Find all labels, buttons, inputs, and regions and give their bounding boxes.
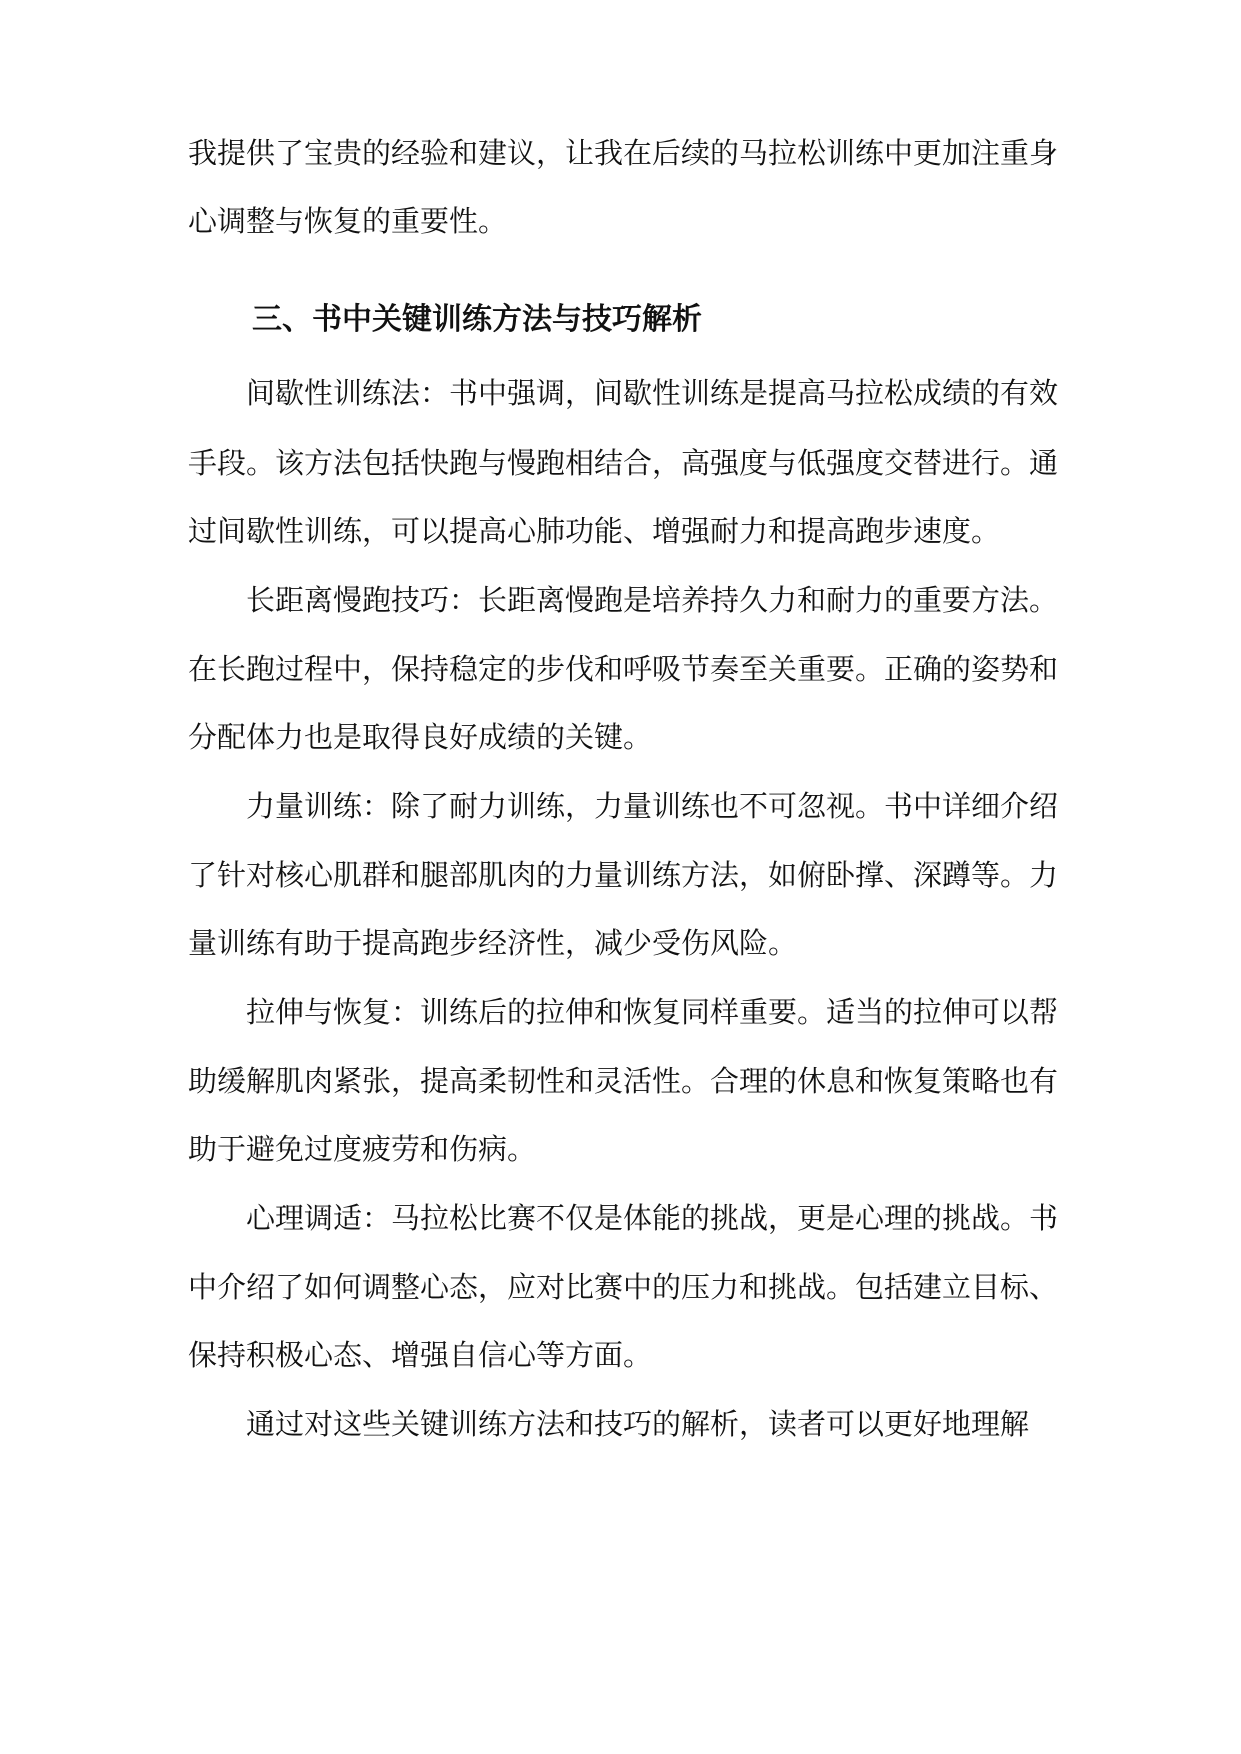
paragraph-stretch-line-2: 助缓解肌肉紧张，提高柔韧性和灵活性。合理的休息和恢复策略也有 [188,1064,1059,1098]
paragraph-interval-line-1: 间歇性训练法：书中强调，间歇性训练是提高马拉松成绩的有效 [246,376,1059,410]
paragraph-strength-line-1: 力量训练：除了耐力训练，力量训练也不可忽视。书中详细介绍 [246,789,1059,823]
paragraph-mental-line-3: 保持积极心态、增强自信心等方面。 [188,1338,653,1372]
paragraph-interval-line-3: 过间歇性训练，可以提高心肺功能、增强耐力和提高跑步速度。 [188,514,1001,548]
intro-line-1: 我提供了宝贵的经验和建议，让我在后续的马拉松训练中更加注重身 [188,136,1059,170]
paragraph-mental-line-2: 中介绍了如何调整心态，应对比赛中的压力和挑战。包括建立目标、 [188,1270,1059,1304]
paragraph-summary-line-1: 通过对这些关键训练方法和技巧的解析，读者可以更好地理解 [246,1407,1030,1441]
paragraph-strength-line-2: 了针对核心肌群和腿部肌肉的力量训练方法，如俯卧撑、深蹲等。力 [188,858,1059,892]
section-heading: 三、书中关键训练方法与技巧解析 [252,302,702,337]
paragraph-interval-line-2: 手段。该方法包括快跑与慢跑相结合，高强度与低强度交替进行。通 [188,446,1059,480]
paragraph-strength-line-3: 量训练有助于提高跑步经济性，减少受伤风险。 [188,926,798,960]
paragraph-long-run-line-1: 长距离慢跑技巧：长距离慢跑是培养持久力和耐力的重要方法。 [246,583,1059,617]
paragraph-stretch-line-1: 拉伸与恢复：训练后的拉伸和恢复同样重要。适当的拉伸可以帮 [246,995,1059,1029]
paragraph-long-run-line-3: 分配体力也是取得良好成绩的关键。 [188,720,653,754]
paragraph-mental-line-1: 心理调适：马拉松比赛不仅是体能的挑战，更是心理的挑战。书 [246,1201,1059,1235]
paragraph-long-run-line-2: 在长跑过程中，保持稳定的步伐和呼吸节奏至关重要。正确的姿势和 [188,652,1059,686]
paragraph-stretch-line-3: 助于避免过度疲劳和伤病。 [188,1132,537,1166]
intro-line-2: 心调整与恢复的重要性。 [188,204,508,238]
